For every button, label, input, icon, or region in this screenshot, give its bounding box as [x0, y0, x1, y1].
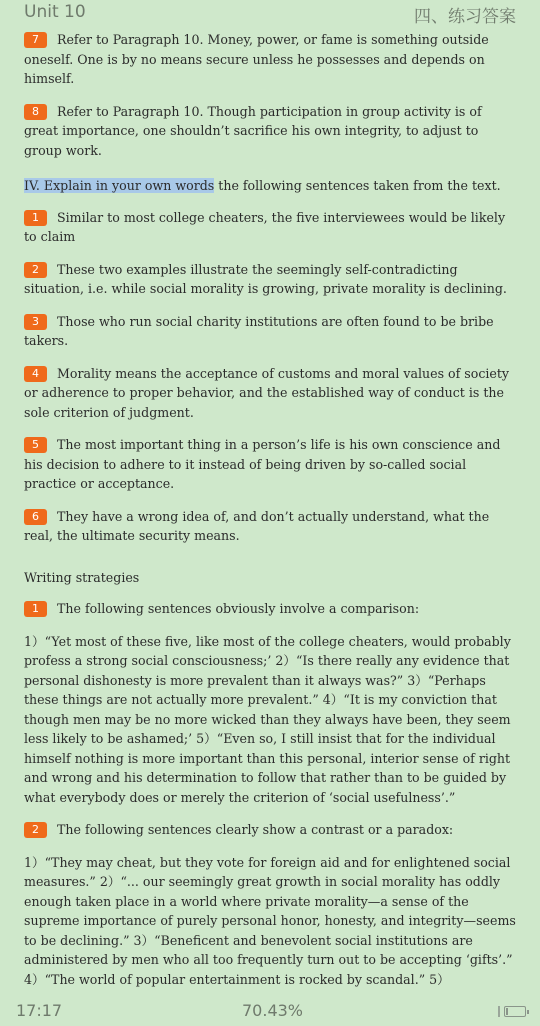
item-number-badge: 2	[24, 822, 47, 838]
highlighted-text[interactable]: IV. Explain in your own words	[24, 178, 215, 193]
reading-progress: 70.43%	[242, 1001, 304, 1020]
page-indicator	[498, 1006, 500, 1017]
item-number-badge: 3	[24, 314, 47, 330]
item-number-badge: 4	[24, 366, 47, 382]
answer-text: Morality means the acceptance of customs and moral values of society or adherence to proper behavior, and the established way of conduct is the sole criterion of judgment.	[24, 365, 510, 420]
answer-text: Similar to most college cheaters, the five interviewees would be likely to claim	[24, 209, 506, 244]
reader-footer	[0, 996, 540, 1026]
section-title: 四、练习答案	[414, 7, 516, 27]
strategy-heading-text: The following sentences obviously involve a comparison:	[57, 601, 420, 616]
item-number-badge: 5	[24, 437, 47, 453]
answer-text: Those who run social charity institutions are often found to be bribe takers.	[24, 313, 494, 348]
battery-level	[506, 1008, 508, 1015]
section-heading-rest: the following sentences taken from the text.	[214, 178, 501, 193]
strategy-heading	[24, 820, 518, 840]
strategy-body: 1）“They may cheat, but they vote for foreign aid and for enlightened social measures.” 2）“... our seemingly great growth in social morality has oddly enough taken place in a world where private morality—a sense of the supreme importance of purely personal honor, honesty, and integrity—seems to be declining.” 3）“Beneficent and benevolent social institutions are administered by men who all too frequently turn out to be accepting ‘gifts’.” 4）“The world of popular entertainment is rocked by scandal.” 5）	[24, 854, 516, 987]
strategy-heading	[24, 599, 518, 619]
section-heading[interactable]	[24, 176, 518, 196]
answer-item	[24, 208, 518, 247]
document-body	[24, 30, 518, 1002]
answer-text: Refer to Paragraph 10. Money, power, or fame is something outside oneself. One is by no means secure unless he possesses and depends on himself.	[24, 32, 489, 86]
writing-strategies-title: Writing strategies	[24, 569, 140, 585]
battery-icon	[504, 1006, 526, 1017]
answer-text: Refer to Paragraph 10. Though participation in group activity is of great importance, one shouldn’t sacrifice his own integrity, to adjust to group work.	[24, 103, 482, 158]
unit-label: Unit 10	[24, 2, 86, 22]
answer-item	[24, 30, 518, 89]
item-number-badge: 8	[24, 104, 47, 120]
answer-text: The most important thing in a person’s life is his own conscience and his decision to adhere to it instead of being driven by so-called social practice or acceptance.	[24, 437, 501, 491]
answer-item	[24, 102, 518, 161]
item-number-badge: 7	[24, 32, 47, 48]
answer-text: These two examples illustrate the seemingly self-contradicting situation, i.e. while social morality is growing, private morality is declining.	[24, 261, 507, 296]
answer-item	[24, 435, 518, 494]
answer-item	[24, 507, 518, 546]
strategy-body: 1）“Yet most of these five, like most of the college cheaters, would probably profess a strong social consciousness;’ 2）“Is there really any evidence that personal dishonesty is more prevalent than it always was?” 3）“Perhaps these things are not actually more prevalent.” 4）“It is my conviction that though men may be no more wicked than they always have been, they seem less likely to be ashamed;’ 5）“Even so, I still insist that for the individual himself nothing is more important than this personal, interior sense of right and wrong and his determination to follow that rather than to be guided by what everybody does or merely the criterion of ‘social usefulness’.”	[24, 633, 511, 805]
reader-header	[0, 0, 540, 28]
item-number-badge: 6	[24, 509, 47, 525]
answer-text: They have a wrong idea of, and don’t actually understand, what the real, the ultimate security means.	[24, 508, 490, 543]
answer-item	[24, 312, 518, 351]
item-number-badge: 2	[24, 262, 47, 278]
answer-item	[24, 260, 518, 299]
item-number-badge: 1	[24, 210, 47, 226]
clock-time: 17:17	[16, 1001, 63, 1020]
strategy-heading-text: The following sentences clearly show a contrast or a paradox:	[57, 822, 454, 837]
answer-item	[24, 364, 518, 423]
item-number-badge: 1	[24, 601, 47, 617]
